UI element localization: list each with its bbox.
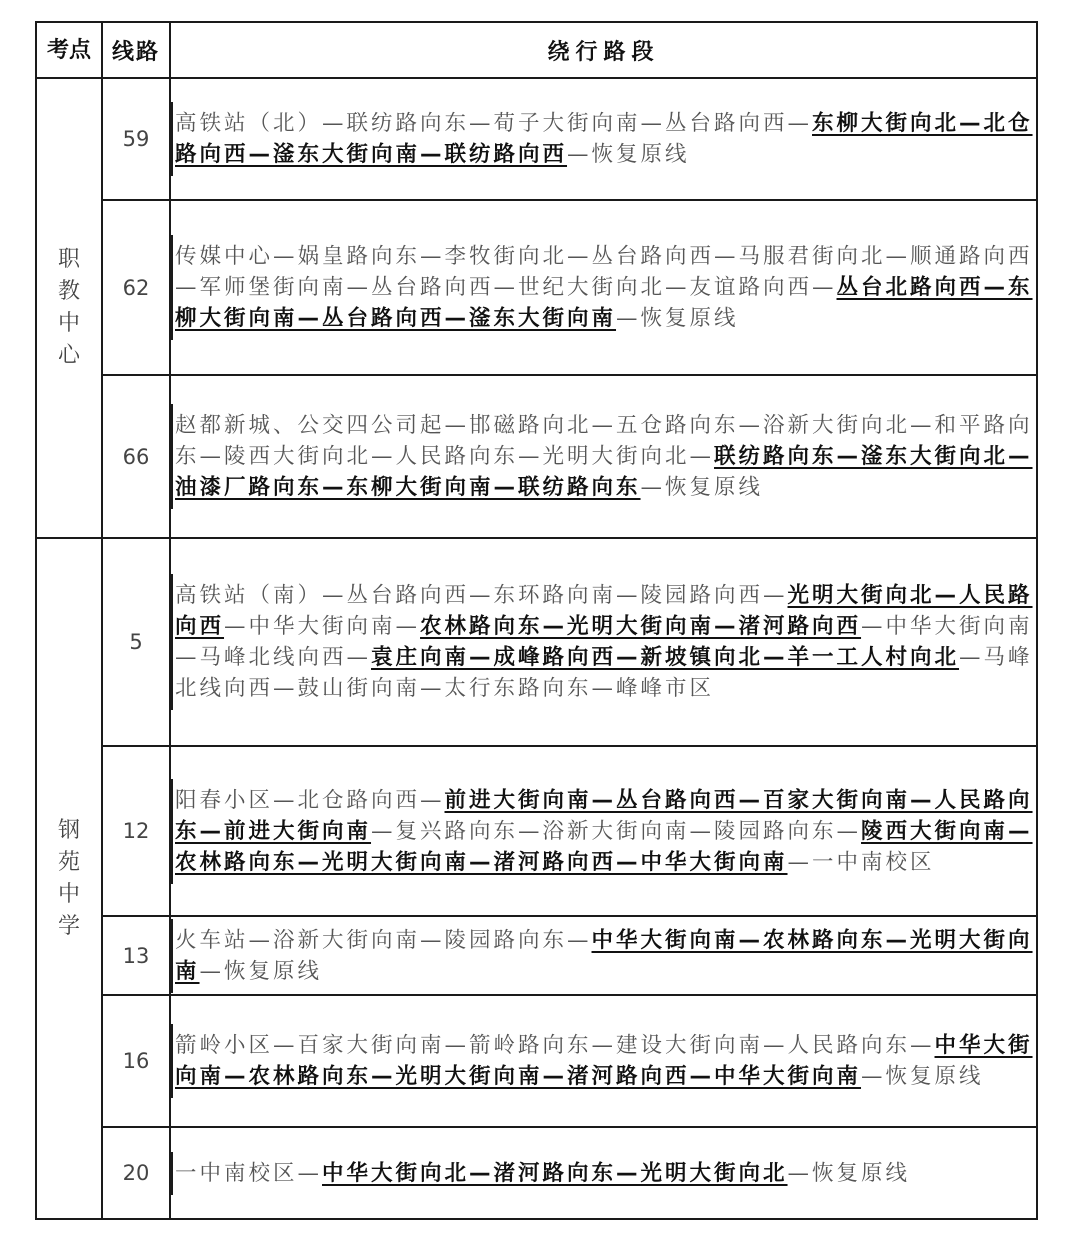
detour-cell bbox=[170, 538, 1037, 746]
table-row bbox=[36, 916, 1037, 995]
line-number: 62 bbox=[102, 200, 170, 375]
route-segment: 赵都新城、公交四公司起—邯磁路向北—五仓路向东—浴新大街向北—和平路向东—陵西大街向北—人民路向东—光明大街向北— bbox=[175, 413, 1033, 469]
line-number: 20 bbox=[102, 1127, 170, 1219]
table-row bbox=[36, 995, 1037, 1127]
line-number: 13 bbox=[102, 916, 170, 995]
route-segment: 高铁站（北）—联纺路向东—荀子大街向南—丛台路向西— bbox=[175, 111, 813, 136]
detour-cell bbox=[170, 746, 1037, 916]
header-row bbox=[36, 22, 1037, 78]
route-segment: —复兴路向东—浴新大街向南—陵园路向东— bbox=[371, 818, 862, 844]
route-segment: —中华大街向南—马峰北线向西— bbox=[175, 614, 1033, 670]
header-exam-point: 考点 bbox=[36, 22, 102, 78]
route-segment: —恢复原线 bbox=[616, 306, 739, 331]
table-row bbox=[36, 746, 1037, 916]
detour-cell bbox=[170, 995, 1037, 1127]
detour-cell bbox=[170, 1127, 1037, 1219]
header-detour: 绕行路段 bbox=[170, 22, 1037, 78]
route-segment-highlight: 中华大街向南—农林路向东—光明大街向南—渚河路向西—中华大街向南 bbox=[175, 1033, 1033, 1089]
route-segment: —恢复原线 bbox=[567, 142, 690, 167]
route-segment-highlight: 丛台北路向西—东柳大街向南—丛台路向西—滏东大街向南 bbox=[175, 275, 1033, 331]
route-segment-highlight: 陵西大街向南—农林路向东—光明大街向南—渚河路向西—中华大街向南 bbox=[175, 818, 1033, 875]
table-row bbox=[36, 375, 1037, 538]
route-segment: 箭岭小区—百家大街向南—箭岭路向东—建设大街向南—人民路向东— bbox=[175, 1033, 935, 1058]
route-segment: 一中南校区— bbox=[175, 1160, 323, 1186]
line-number: 12 bbox=[102, 746, 170, 916]
table-row bbox=[36, 1127, 1037, 1219]
route-segment-highlight: 袁庄向南—成峰路向西—新坡镇向北—羊一工人村向北 bbox=[371, 645, 960, 670]
route-segment-highlight: 中华大街向北—渚河路向东—光明大街向北 bbox=[322, 1160, 788, 1186]
exam-site-cell bbox=[36, 538, 102, 1219]
line-number: 5 bbox=[102, 538, 170, 746]
table-row bbox=[36, 200, 1037, 375]
route-segment-highlight: 前进大街向南—丛台路向西—百家大街向南—人民路向东—前进大街向南 bbox=[175, 787, 1033, 844]
route-segment: —恢复原线 bbox=[199, 958, 323, 984]
header-line: 线路 bbox=[102, 22, 170, 78]
route-segment-highlight: 农林路向东—光明大街向南—渚河路向西 bbox=[420, 614, 862, 639]
table-row bbox=[36, 538, 1037, 746]
route-segment-highlight: 东柳大街向北—北仓路向西—滏东大街向南—联纺路向西 bbox=[175, 111, 1033, 167]
table-row bbox=[36, 78, 1037, 200]
exam-site-label: 职教中心 bbox=[57, 247, 80, 368]
detour-cell bbox=[170, 200, 1037, 375]
exam-site-label: 钢苑中学 bbox=[57, 817, 80, 939]
detour-table bbox=[35, 21, 1038, 1220]
route-segment: —恢复原线 bbox=[787, 1160, 911, 1186]
exam-site-cell bbox=[36, 78, 102, 538]
route-segment: —马峰北线向西—鼓山街向南—太行东路向东—峰峰市区 bbox=[175, 645, 1033, 701]
route-segment: —一中南校区 bbox=[787, 849, 935, 875]
route-segment: 火车站—浴新大街向南—陵园路向东— bbox=[175, 927, 592, 953]
detour-cell bbox=[170, 375, 1037, 538]
route-segment-highlight: 光明大街向北—人民路向西 bbox=[175, 583, 1033, 639]
route-segment: —恢复原线 bbox=[861, 1064, 984, 1089]
line-number: 59 bbox=[102, 78, 170, 200]
route-segment: —恢复原线 bbox=[640, 475, 764, 500]
route-segment: 传媒中心—娲皇路向东—李牧街向北—丛台路向西—马服君街向北—顺通路向西—军师堡街向南—丛台路向西—世纪大街向北—友谊路向西— bbox=[175, 244, 1033, 300]
detour-cell bbox=[170, 916, 1037, 995]
line-number: 66 bbox=[102, 375, 170, 538]
route-segment: 阳春小区—北仓路向西— bbox=[175, 787, 445, 813]
detour-cell bbox=[170, 78, 1037, 200]
line-number: 16 bbox=[102, 995, 170, 1127]
route-segment: 高铁站（南）—丛台路向西—东环路向南—陵园路向西— bbox=[175, 583, 788, 608]
route-segment-highlight: 联纺路向东—滏东大街向北—油漆厂路向东—东柳大街向南—联纺路向东 bbox=[175, 444, 1033, 500]
route-segment-highlight: 中华大街向南—农林路向东—光明大街向南 bbox=[175, 927, 1033, 984]
route-segment: —中华大街向南— bbox=[224, 614, 421, 639]
